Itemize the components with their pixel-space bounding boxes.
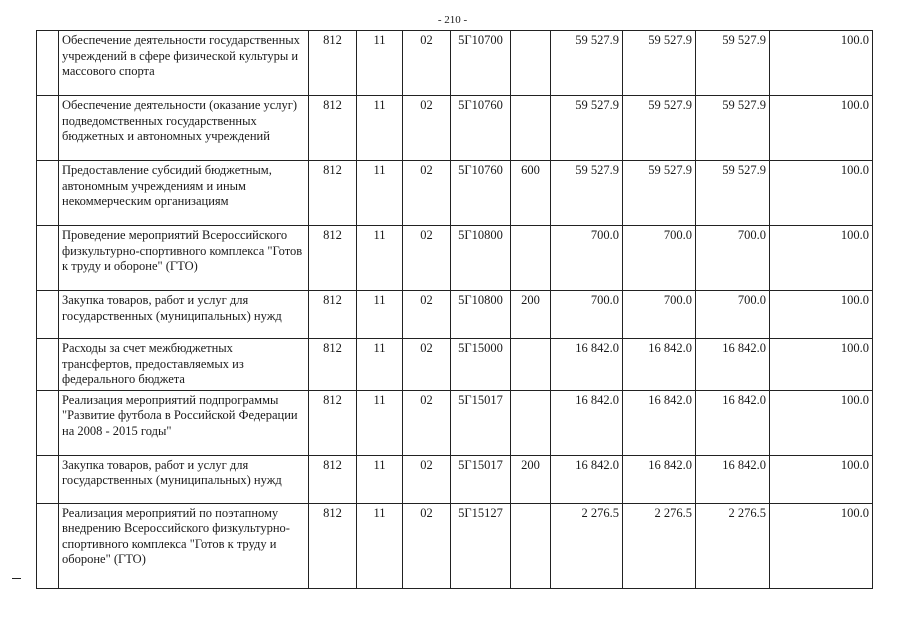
amount-1: 59 527.9 [551, 161, 623, 226]
section-code: 11 [357, 455, 403, 503]
amount-3: 59 527.9 [696, 96, 770, 161]
amount-3: 59 527.9 [696, 31, 770, 96]
amount-3: 2 276.5 [696, 503, 770, 588]
ministry-code: 812 [309, 339, 357, 391]
amount-3: 16 842.0 [696, 339, 770, 391]
subsection-code: 02 [403, 31, 451, 96]
table-row [37, 455, 873, 503]
amount-1: 59 527.9 [551, 96, 623, 161]
section-code: 11 [357, 226, 403, 291]
percent: 100.0 [770, 291, 873, 339]
subsection-code: 02 [403, 339, 451, 391]
item-name: Обеспечение деятельности государственных учреждений в сфере физической культуры и массового спорта [59, 31, 309, 96]
ministry-code: 812 [309, 96, 357, 161]
expense-type-code: 200 [511, 455, 551, 503]
section-code: 11 [357, 161, 403, 226]
item-name: Проведение мероприятий Всероссийского физкультурно-спортивного комплекса "Готов к труду и обороне" (ГТО) [59, 226, 309, 291]
expense-type-code [511, 390, 551, 455]
blank-cell [37, 291, 59, 339]
percent: 100.0 [770, 455, 873, 503]
item-name: Расходы за счет межбюджетных трансфертов, предоставляемых из федерального бюджета [59, 339, 309, 391]
section-code: 11 [357, 339, 403, 391]
budget-table [36, 30, 873, 589]
table-row [37, 503, 873, 588]
amount-1: 59 527.9 [551, 31, 623, 96]
target-code: 5Г15000 [451, 339, 511, 391]
percent: 100.0 [770, 31, 873, 96]
percent: 100.0 [770, 503, 873, 588]
amount-1: 700.0 [551, 226, 623, 291]
ministry-code: 812 [309, 390, 357, 455]
ministry-code: 812 [309, 291, 357, 339]
target-code: 5Г15127 [451, 503, 511, 588]
target-code: 5Г10700 [451, 31, 511, 96]
amount-2: 16 842.0 [623, 455, 696, 503]
section-code: 11 [357, 390, 403, 455]
table-row [37, 31, 873, 96]
blank-cell [37, 161, 59, 226]
section-code: 11 [357, 31, 403, 96]
target-code: 5Г10760 [451, 161, 511, 226]
amount-1: 16 842.0 [551, 390, 623, 455]
amount-3: 59 527.9 [696, 161, 770, 226]
amount-2: 59 527.9 [623, 96, 696, 161]
table-row [37, 390, 873, 455]
target-code: 5Г10800 [451, 226, 511, 291]
ministry-code: 812 [309, 31, 357, 96]
expense-type-code [511, 96, 551, 161]
expense-type-code [511, 31, 551, 96]
amount-1: 2 276.5 [551, 503, 623, 588]
target-code: 5Г15017 [451, 390, 511, 455]
item-name: Реализация мероприятий по поэтапному внедрению Всероссийского физкультурно-спортивного комплекса "Готов к труду и обороне" (ГТО) [59, 503, 309, 588]
table-row [37, 226, 873, 291]
amount-2: 59 527.9 [623, 31, 696, 96]
subsection-code: 02 [403, 503, 451, 588]
subsection-code: 02 [403, 96, 451, 161]
amount-2: 16 842.0 [623, 339, 696, 391]
ministry-code: 812 [309, 455, 357, 503]
expense-type-code: 600 [511, 161, 551, 226]
amount-2: 59 527.9 [623, 161, 696, 226]
amount-3: 700.0 [696, 226, 770, 291]
subsection-code: 02 [403, 226, 451, 291]
ministry-code: 812 [309, 503, 357, 588]
page-number: - 210 - [437, 14, 468, 26]
blank-cell [37, 96, 59, 161]
amount-3: 700.0 [696, 291, 770, 339]
ministry-code: 812 [309, 226, 357, 291]
section-code: 11 [357, 291, 403, 339]
section-code: 11 [357, 96, 403, 161]
amount-2: 700.0 [623, 291, 696, 339]
item-name: Обеспечение деятельности (оказание услуг) подведомственных государственных бюджетных и автономных учреждений [59, 96, 309, 161]
amount-1: 16 842.0 [551, 455, 623, 503]
subsection-code: 02 [403, 161, 451, 226]
expense-type-code [511, 226, 551, 291]
item-name: Закупка товаров, работ и услуг для государственных (муниципальных) нужд [59, 455, 309, 503]
ministry-code: 812 [309, 161, 357, 226]
percent: 100.0 [770, 339, 873, 391]
expense-type-code [511, 503, 551, 588]
amount-1: 16 842.0 [551, 339, 623, 391]
expense-type-code: 200 [511, 291, 551, 339]
blank-cell [37, 226, 59, 291]
amount-2: 2 276.5 [623, 503, 696, 588]
subsection-code: 02 [403, 390, 451, 455]
subsection-code: 02 [403, 455, 451, 503]
margin-mark [12, 578, 21, 579]
table-row [37, 96, 873, 161]
target-code: 5Г15017 [451, 455, 511, 503]
percent: 100.0 [770, 226, 873, 291]
item-name: Закупка товаров, работ и услуг для государственных (муниципальных) нужд [59, 291, 309, 339]
amount-1: 700.0 [551, 291, 623, 339]
amount-3: 16 842.0 [696, 390, 770, 455]
subsection-code: 02 [403, 291, 451, 339]
amount-2: 16 842.0 [623, 390, 696, 455]
amount-2: 700.0 [623, 226, 696, 291]
blank-cell [37, 31, 59, 96]
target-code: 5Г10760 [451, 96, 511, 161]
percent: 100.0 [770, 390, 873, 455]
blank-cell [37, 390, 59, 455]
table-row [37, 161, 873, 226]
blank-cell [37, 503, 59, 588]
item-name: Предоставление субсидий бюджетным, автономным учреждениям и иным некоммерческим организациям [59, 161, 309, 226]
expense-type-code [511, 339, 551, 391]
blank-cell [37, 455, 59, 503]
item-name: Реализация мероприятий подпрограммы "Развитие футбола в Российской Федерации на 2008 - 2015 годы" [59, 390, 309, 455]
section-code: 11 [357, 503, 403, 588]
table-row [37, 339, 873, 391]
target-code: 5Г10800 [451, 291, 511, 339]
percent: 100.0 [770, 96, 873, 161]
amount-3: 16 842.0 [696, 455, 770, 503]
blank-cell [37, 339, 59, 391]
percent: 100.0 [770, 161, 873, 226]
table-row [37, 291, 873, 339]
